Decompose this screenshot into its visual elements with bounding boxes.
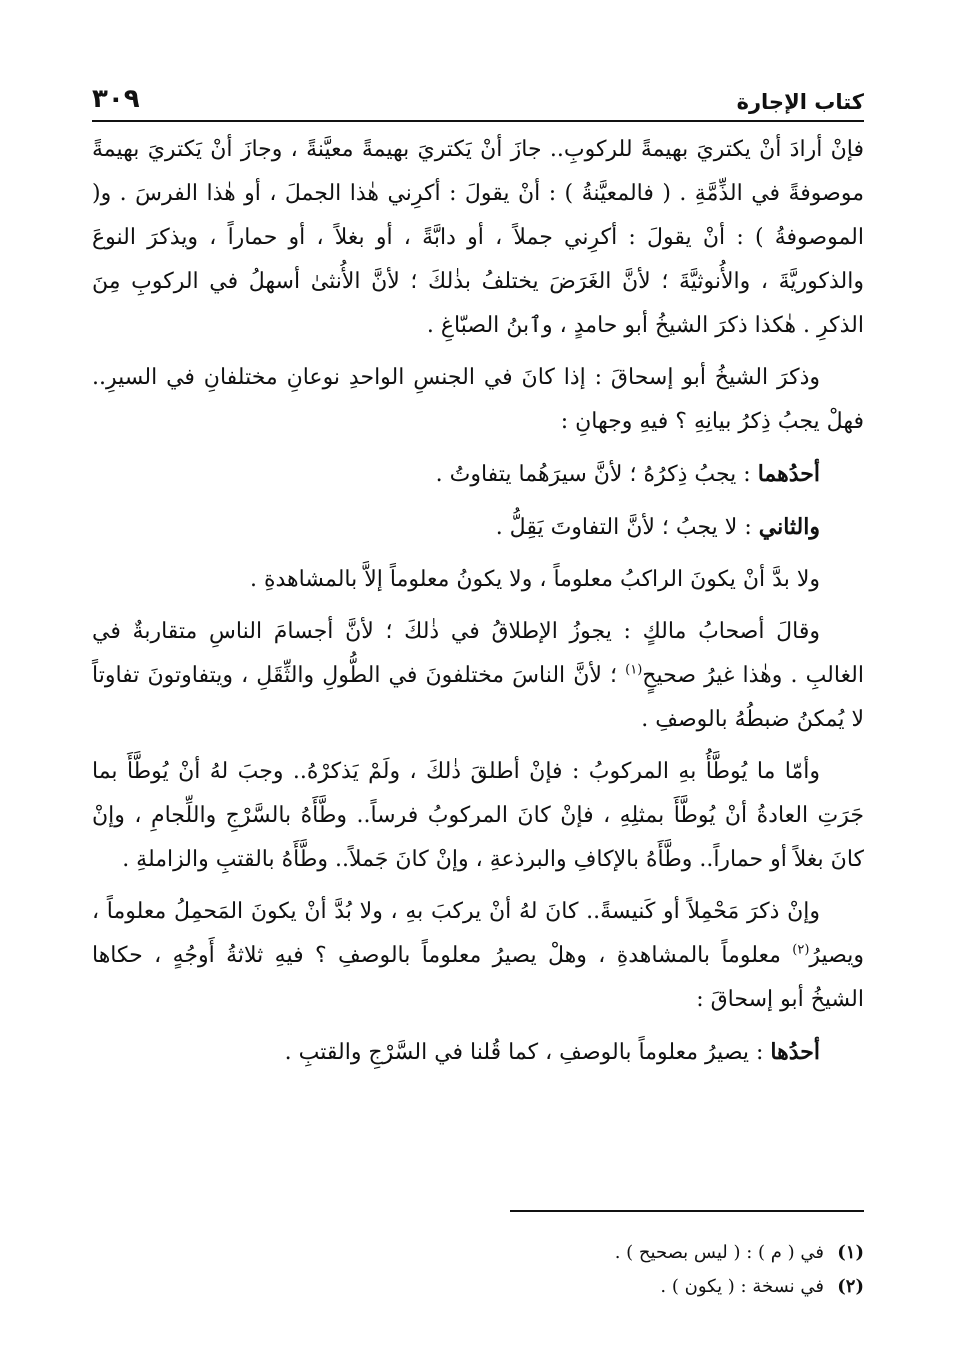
mahmil-text-part-1: وإنْ ذكرَ مَحْمِلاً أو كَنيسةً.. كانَ لهُ أنْ يركبَ بهِ ، ولا بُدَّ أنْ يكونَ المَحمِلُ معلوماً ، ويصيرُ	[92, 899, 864, 968]
first-aspect-text: : يصيرُ معلوماً بالوصفِ ، كما قُلنا في السَّرْجِ والقتبِ .	[284, 1040, 771, 1065]
footnote-2	[92, 1270, 864, 1304]
footnote-1-text: في ( م ) : ( ليس بصحيح ) .	[614, 1242, 824, 1263]
first-view-text: : يجبُ ذِكرُهُ ؛ لأنَّ سيرَهُما يتفاوتُ .	[435, 462, 758, 487]
first-aspect-term: أحدُها	[770, 1039, 820, 1065]
footnote-ref-2: (٢)	[792, 942, 810, 958]
paragraph-renting-animal: فإنْ أرادَ أنْ يكتريَ بهيمةً للركوبِ.. جازَ أنْ يَكتريَ بهيمةً معيَّنةً ، وجازَ أنْ يَكتريَ بهيمةً موصوفةً في الذِّمَّةِ . ( فالمعيَّنةُ ) : أنْ يقولَ : أكرِني هٰذا الجملَ ، أو هٰذا الفرسَ . و( الموصوفةُ ) : أنْ يقولَ : أكرِني جملاً ، أو دابَّةً ، أو بغلاً ، أو حماراً ، ويذكرَ النوعَ والذكوريَّةَ ، والأُنوثيَّةَ ؛ لأنَّ الغَرَضَ يختلفُ بذٰلكَ ؛ لأنَّ الأُنثىٰ أسهلُ في الركوبِ مِنَ الذكرِ . هٰكذا ذكرَ الشيخُ أبو حامدٍ ، وٱبنُ الصبّاغِ .	[92, 137, 864, 338]
paragraph-rider-known: ولا بدَّ أنْ يكونَ الراكبُ معلوماً ، ولا يكونُ معلوماً إلاَّ بالمشاهدةِ .	[249, 567, 820, 592]
paragraph-mahmil	[92, 890, 864, 1022]
malik-text-part-2: ؛ لأنَّ الناسَ مختلفونَ في الطُّولِ والثِّقَلِ ، ويتفاوتونَ تفاوتاً لا يُمكنُ ضبطُهُ بالوصفِ .	[92, 663, 864, 732]
paragraph-first-view	[92, 452, 864, 497]
malik-text-part-1: وقالَ أصحابُ مالكٍ : يجوزُ الإطلاقُ في ذٰلكَ ؛ لأنَّ أجسامَ الناسِ متقاربةٌ في الغالبِ . وهٰذا غيرُ صحيحٍ	[92, 619, 865, 688]
footnote-1-number: (١)	[837, 1242, 864, 1263]
paragraph-first-aspect	[92, 1030, 864, 1075]
main-text	[92, 128, 864, 1083]
page-header	[92, 84, 864, 122]
second-view-text: : لا يجبُ ؛ لأنَّ التفاوتَ يَقِلُّ .	[495, 515, 759, 540]
mahmil-text-part-2: معلوماً بالمشاهدةِ ، وهلْ يصيرُ معلوماً بالوصفِ ؟ فيهِ ثلاثةُ أَوجُهٍ ، حكاها الشيخُ أبو إسحاقَ :	[92, 943, 864, 1012]
footnote-divider	[510, 1210, 864, 1212]
footnote-ref-1: (١)	[625, 662, 643, 678]
footnote-1	[92, 1236, 864, 1270]
footnotes	[92, 1236, 864, 1304]
second-view-term: والثاني	[758, 514, 820, 540]
paragraph-saddle-gear: وأمّا ما يُوطَّأُ بهِ المركوبُ : فإنْ أطلقَ ذٰلكَ ، ولَمْ يَذكرْهُ.. وجبَ لهُ أنْ يُوطَّأَ بما جَرَتِ العادةُ أنْ يُوطَّأَ بمثلِهِ ، فإنْ كانَ المركوبُ فرساً.. وطَّأَهُ بالسَّرْجِ واللِّجامِ ، وإنْ كانَ بغلاً أو حماراً.. وطَّأَهُ بالإكافِ والبرذعةِ ، وإنْ كانَ جَملاً.. وطَّأَهُ بالقتبِ والزاملةِ .	[92, 759, 864, 872]
page-number: ٣٠٩	[92, 84, 140, 114]
running-title: كتاب الإجارة	[736, 90, 864, 114]
paragraph-abu-ishaq-view: وذكرَ الشيخُ أبو إسحاقَ : إذا كانَ في الجنسِ الواحدِ نوعانِ مختلفانِ في السيرِ.. فهلْ يجبُ ذِكرُ بيانِهِ ؟ فيهِ وجهانِ :	[92, 365, 864, 434]
paragraph-second-view	[92, 505, 864, 550]
first-view-term: أحدُهما	[757, 461, 820, 487]
footnote-2-text: في نسخة : ( يكون ) .	[660, 1276, 824, 1297]
footnote-2-number: (٢)	[837, 1276, 864, 1297]
paragraph-malik-companions	[92, 610, 864, 742]
